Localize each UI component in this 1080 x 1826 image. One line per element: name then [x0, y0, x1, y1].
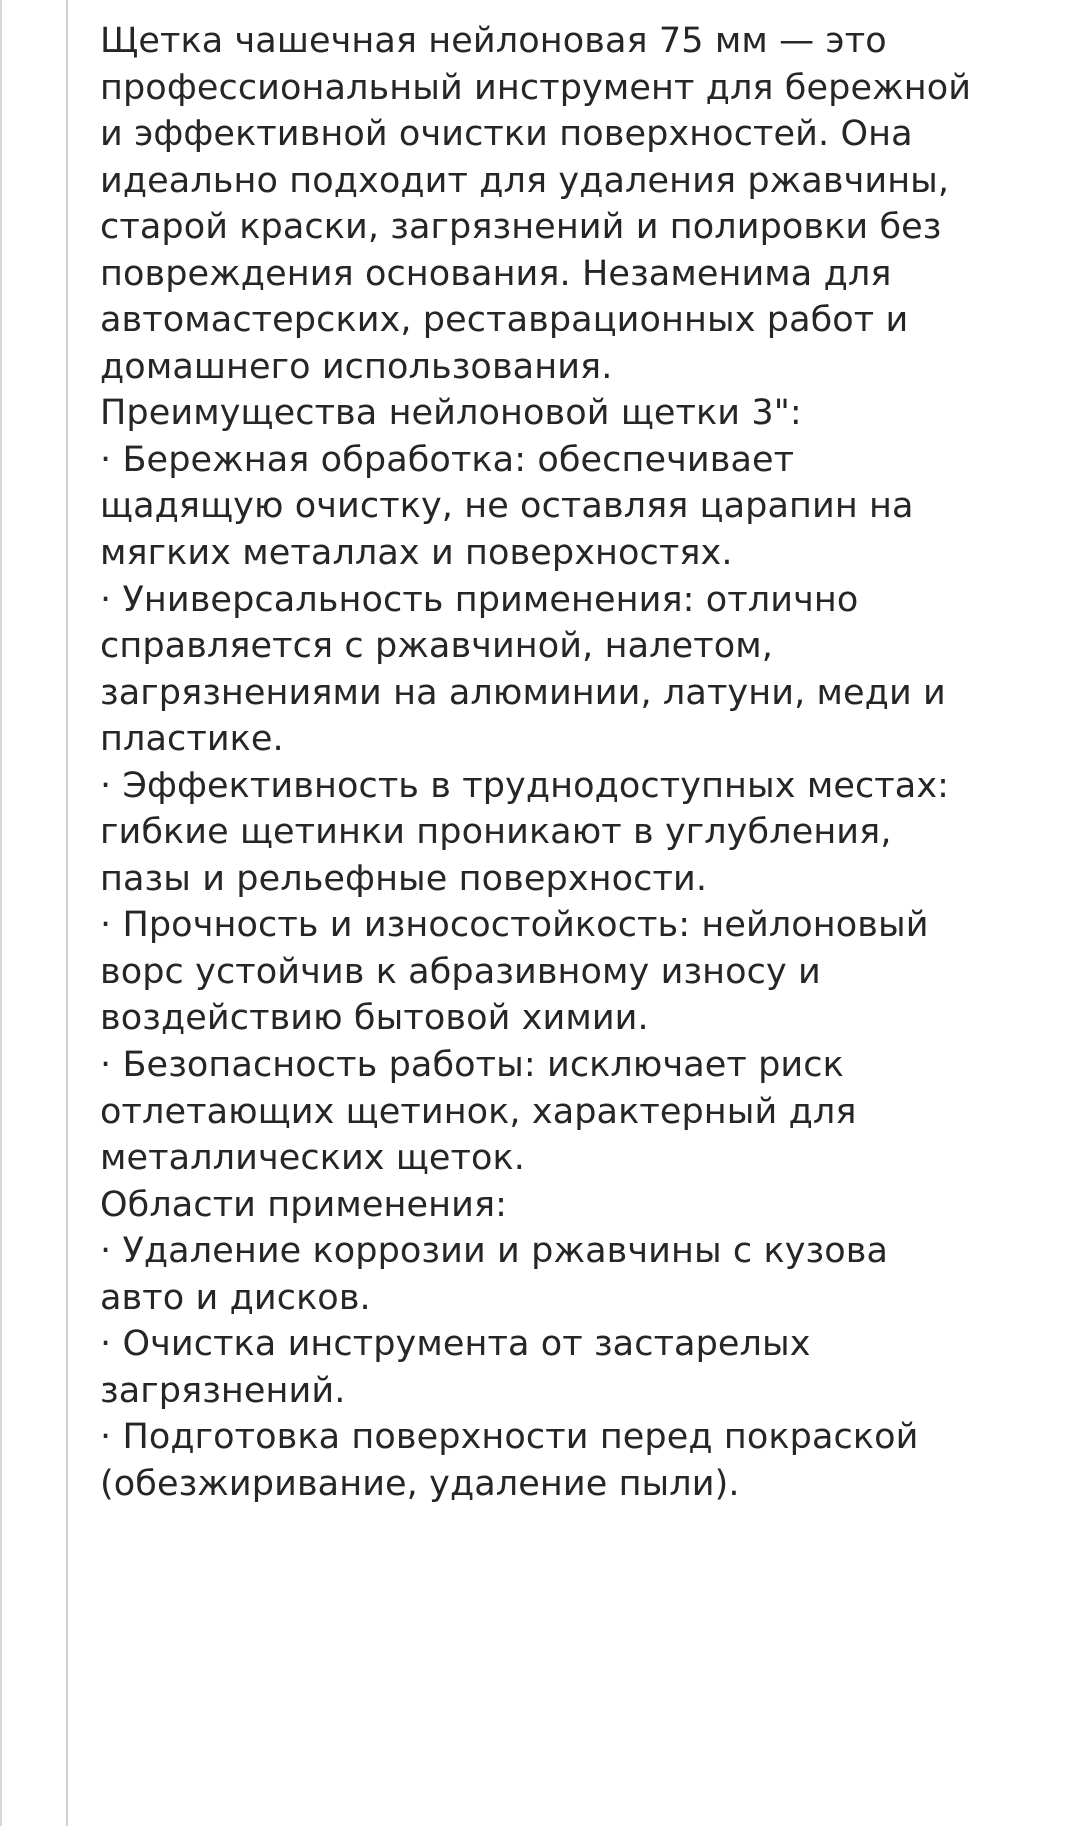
advantages-heading: Преимущества нейлоновой щетки 3":	[100, 393, 802, 434]
application-tools: · Очистка инструмента от застарелых загрязнений.	[100, 1324, 811, 1411]
advantage-gentle: · Бережная обработка: обеспечивает щадящую очистку, не оставляя царапин на мягких металлах и поверхностях.	[100, 439, 914, 574]
advantage-durability: · Прочность и износостойкость: нейлоновый ворс устойчив к абразивному износу и воздействию бытовой химии.	[100, 905, 929, 1039]
advantage-versatile: · Универсальность применения: отлично справляется с ржавчиной, налетом, загрязнениями на алюминии, латуни, меди и пластике.	[100, 579, 946, 760]
left-border-rule	[0, 0, 2, 1826]
applications-heading: Области применения:	[100, 1184, 508, 1225]
advantage-hard-to-reach: · Эффективность в труднодоступных местах: гибкие щетинки проникают в углубления, пазы и рельефные поверхности.	[100, 765, 950, 899]
product-description	[100, 18, 980, 1508]
application-painting: · Подготовка поверхности перед покраской (обезжиривание, удаление пыли).	[100, 1417, 919, 1504]
application-corrosion: · Удаление коррозии и ржавчины с кузова авто и дисков.	[100, 1231, 889, 1318]
advantage-safety: · Безопасность работы: исключает риск отлетающих щетинок, характерный для металлических щеток.	[100, 1045, 857, 1179]
content-divider-rule	[66, 0, 68, 1826]
intro-paragraph: Щетка чашечная нейлоновая 75 мм — это профессиональный инструмент для бережной и эффективной очистки поверхностей. Она идеально подходит для удаления ржавчины, старой краски, загрязнений и полировки без повреждения основания. Незаменима для автомастерских, реставрационных работ и домашнего использования.	[100, 21, 972, 387]
